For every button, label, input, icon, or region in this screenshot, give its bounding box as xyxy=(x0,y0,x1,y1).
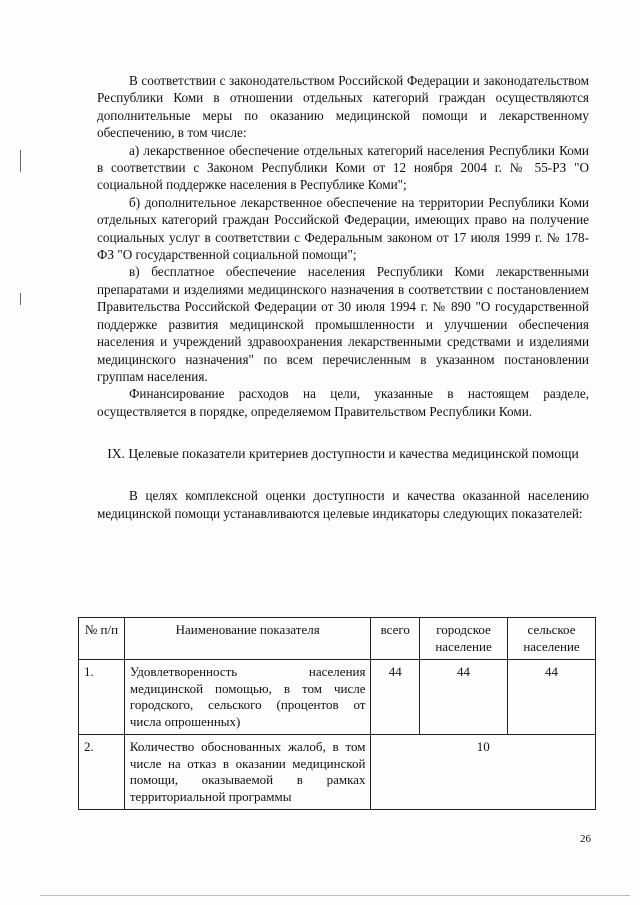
row-total: 44 xyxy=(371,660,420,735)
header-name: Наименование показателя xyxy=(124,618,371,660)
row-num: 1. xyxy=(79,660,125,735)
paragraph: В соответствии с законодательством Российской Федерации и законодательством Республики Коми в отношении отдельных категорий граждан осуществляются дополнительные меры по оказанию медицинской помощи и лекарственному обеспечению, в том числе: xyxy=(97,73,589,141)
row-urban: 44 xyxy=(420,660,508,735)
section-intro: В целях комплексной оценки доступности и качества оказанной населению медицинской помощи устанавливаются целевые индикаторы следующих показателей: xyxy=(97,488,589,521)
scan-edge-line xyxy=(40,895,630,896)
paragraph: в) бесплатное обеспечение населения Республики Коми лекарственными препаратами и изделиями медицинского назначения в соответствии с постановлением Правительства Российской Федерации от 30 июля 1994 г. № 890 "О государственной поддержке развития медицинской промышленности и улучшении обеспечения населения и учреждений здравоохранения лекарственными средствами и изделиями медицинского назначения" по всем перечисленным в указанном постановлении группам населения. xyxy=(97,264,589,384)
header-rural: сельское население xyxy=(508,618,596,660)
document-body xyxy=(97,72,589,522)
header-urban: городское население xyxy=(420,618,508,660)
paragraph: а) лекарственное обеспечение отдельных категорий населения Республики Коми в соответствии с Законом Республики Коми от 12 ноября 2004 г. № 55-РЗ "О социальной поддержке населения в Республике Коми"; xyxy=(97,142,589,193)
page-number: 26 xyxy=(580,833,591,845)
margin-mark xyxy=(20,293,21,305)
row-merged-value: 10 xyxy=(371,735,596,810)
paragraph: Финансирование расходов на цели, указанные в настоящем разделе, осуществляется в порядке, определяемом Правительством Республики Коми. xyxy=(97,386,589,419)
table-header-row xyxy=(79,618,596,660)
table-row xyxy=(79,735,596,810)
table-row xyxy=(79,660,596,735)
row-name: Удовлетворенность населения медицинской помощью, в том числе городского, сельского (процентов от числа опрошенных) xyxy=(124,660,371,735)
row-num: 2. xyxy=(79,735,125,810)
section-heading: IX. Целевые показатели критериев доступности и качества медицинской помощи xyxy=(107,446,579,462)
paragraph: б) дополнительное лекарственное обеспечение на территории Республики Коми отдельных категорий граждан Российской Федерации, имеющих право на получение социальных услуг в соответствии с Федеральным законом от 17 июля 1999 г. № 178-ФЗ "О государственной социальной помощи"; xyxy=(97,194,589,263)
row-rural: 44 xyxy=(508,660,596,735)
header-num: № п/п xyxy=(79,618,125,660)
header-total: всего xyxy=(371,618,420,660)
indicators-table xyxy=(78,617,596,810)
row-name: Количество обоснованных жалоб, в том числе на отказ в оказании медицинской помощи, оказываемой в рамках территориальной программы xyxy=(124,735,371,810)
margin-mark xyxy=(20,150,21,172)
